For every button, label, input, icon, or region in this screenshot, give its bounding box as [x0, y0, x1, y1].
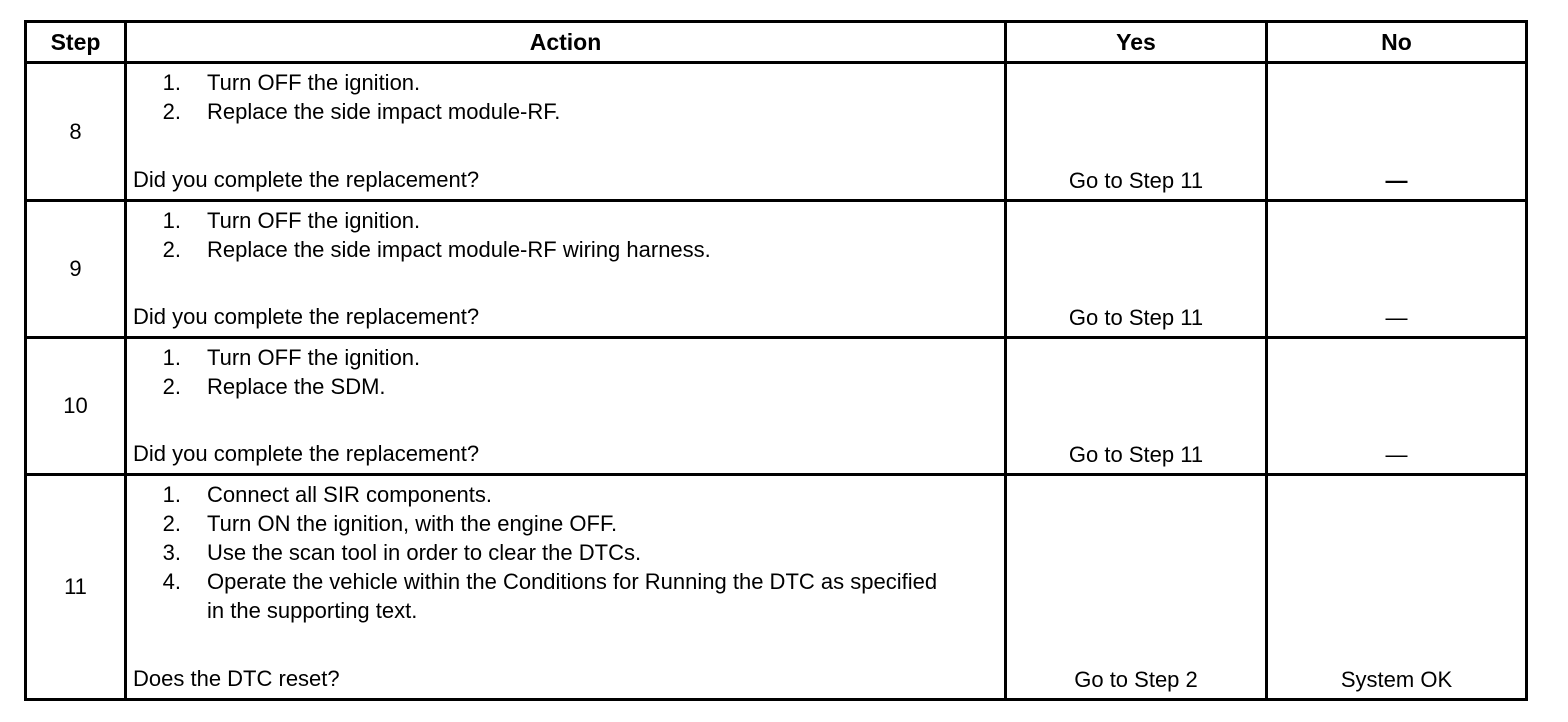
table-row	[26, 201, 1527, 338]
action-question: Did you complete the replacement?	[133, 304, 480, 329]
step-number: 11	[26, 475, 126, 700]
table-row	[26, 475, 1527, 700]
action-list	[133, 68, 998, 126]
action-item-text: Turn ON the ignition, with the engine OFF.	[207, 511, 618, 536]
action-item-text: Replace the side impact module-RF.	[207, 99, 561, 124]
action-item-text: Replace the side impact module-RF wiring harness.	[207, 237, 711, 262]
action-item: 3 . Use the scan tool in order to clear the DTCs.	[133, 538, 998, 567]
action-item: 2 . Replace the side impact module-RF.	[133, 97, 998, 126]
action-question: Did you complete the replacement?	[133, 167, 480, 192]
yes-result: Go to Step 11	[1006, 338, 1267, 475]
action-list	[133, 206, 998, 264]
action-item: 1 . Turn OFF the ignition.	[133, 68, 998, 97]
action-question: Does the DTC reset?	[133, 666, 340, 691]
yes-result: Go to Step 2	[1006, 475, 1267, 700]
yes-result: Go to Step 11	[1006, 201, 1267, 338]
no-result: —	[1267, 63, 1527, 201]
action-cell	[126, 338, 1006, 475]
action-item-text: Turn OFF the ignition.	[207, 70, 421, 95]
diagnostic-steps-table	[24, 20, 1528, 701]
action-item: 2 . Replace the side impact module-RF wiring harness.	[133, 235, 998, 264]
table-header-row	[26, 22, 1527, 63]
action-cell	[126, 475, 1006, 700]
no-result: —	[1267, 201, 1527, 338]
header-yes: Yes	[1006, 22, 1267, 63]
action-list	[133, 480, 998, 625]
action-item-text: Use the scan tool in order to clear the DTCs.	[207, 540, 642, 565]
action-question: Did you complete the replacement?	[133, 441, 480, 466]
yes-result: Go to Step 11	[1006, 63, 1267, 201]
header-action: Action	[126, 22, 1006, 63]
action-cell	[126, 201, 1006, 338]
header-no: No	[1267, 22, 1527, 63]
action-item: 4 . Operate the vehicle within the Conditions for Running the DTC as specified in the supporting text.	[133, 567, 998, 625]
action-item-text: Turn OFF the ignition.	[207, 208, 421, 233]
action-item: 1 . Connect all SIR components.	[133, 480, 998, 509]
step-number: 10	[26, 338, 126, 475]
action-item-text: Operate the vehicle within the Conditions for Running the DTC as specified in the supporting text.	[207, 569, 938, 623]
action-item: 1 . Turn OFF the ignition.	[133, 343, 998, 372]
action-item: 1 . Turn OFF the ignition.	[133, 206, 998, 235]
action-item: 2 . Replace the SDM.	[133, 372, 998, 401]
header-step: Step	[26, 22, 126, 63]
action-list	[133, 343, 998, 401]
step-number: 9	[26, 201, 126, 338]
no-result: —	[1267, 338, 1527, 475]
action-item-text: Connect all SIR components.	[207, 482, 492, 507]
no-result: System OK	[1267, 475, 1527, 700]
action-item: 2 . Turn ON the ignition, with the engine OFF.	[133, 509, 998, 538]
table-row	[26, 63, 1527, 201]
table-row	[26, 338, 1527, 475]
action-item-text: Turn OFF the ignition.	[207, 345, 421, 370]
action-item-text: Replace the SDM.	[207, 374, 386, 399]
step-number: 8	[26, 63, 126, 201]
action-cell	[126, 63, 1006, 201]
diagnostic-table-container	[24, 20, 1525, 700]
